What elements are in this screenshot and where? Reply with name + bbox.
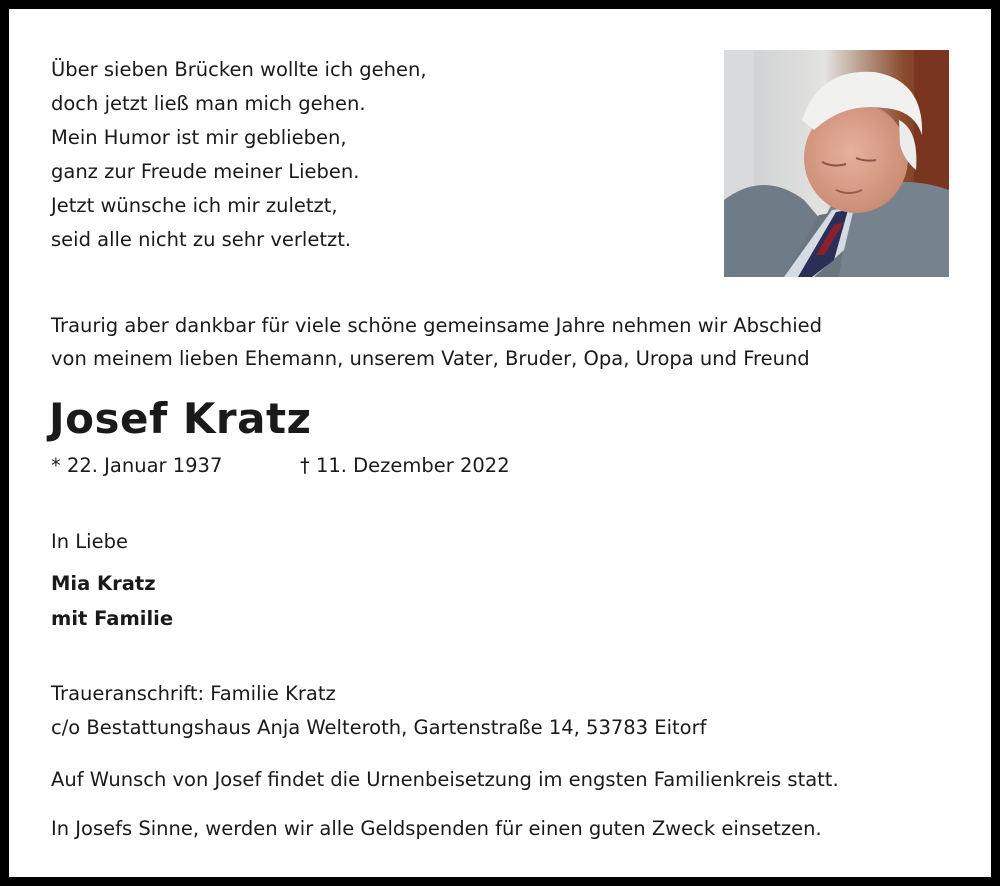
poem-line: ganz zur Freude meiner Lieben. bbox=[51, 160, 360, 183]
mourners-intro: In Liebe bbox=[51, 530, 128, 553]
death-date: † 11. Dezember 2022 bbox=[300, 454, 510, 477]
intro-text bbox=[51, 309, 822, 375]
mourning-address bbox=[51, 677, 706, 745]
intro-line: Traurig aber dankbar für viele schöne gemeinsame Jahre nehmen wir Abschied bbox=[51, 314, 823, 337]
poem-line: Mein Humor ist mir geblieben, bbox=[51, 126, 347, 149]
portrait-photo bbox=[724, 50, 949, 277]
address-line: c/o Bestattungshaus Anja Welteroth, Gartenstraße 14, 53783 Eitorf bbox=[51, 716, 707, 739]
poem-line: Über sieben Brücken wollte ich gehen, bbox=[51, 58, 427, 81]
poem-line: seid alle nicht zu sehr verletzt. bbox=[51, 228, 352, 251]
poem-line: doch jetzt ließ man mich gehen. bbox=[51, 92, 366, 115]
donation-note: In Josefs Sinne, werden wir alle Geldspenden für einen guten Zweck einsetzen. bbox=[51, 817, 822, 840]
poem-line: Jetzt wünsche ich mir zuletzt, bbox=[51, 194, 338, 217]
address-line: Traueranschrift: Familie Kratz bbox=[51, 682, 336, 705]
intro-line: von meinem lieben Ehemann, unserem Vater, Bruder, Opa, Uropa und Freund bbox=[51, 347, 810, 370]
burial-note: Auf Wunsch von Josef findet die Urnenbeisetzung im engsten Familienkreis statt. bbox=[51, 768, 839, 791]
mourners bbox=[51, 566, 173, 636]
deceased-name: Josef Kratz bbox=[49, 394, 312, 443]
mourner-family: mit Familie bbox=[51, 607, 174, 630]
life-dates bbox=[51, 452, 510, 480]
poem bbox=[51, 53, 427, 257]
mourner-name: Mia Kratz bbox=[51, 572, 156, 595]
birth-date: * 22. Januar 1937 bbox=[51, 454, 223, 477]
